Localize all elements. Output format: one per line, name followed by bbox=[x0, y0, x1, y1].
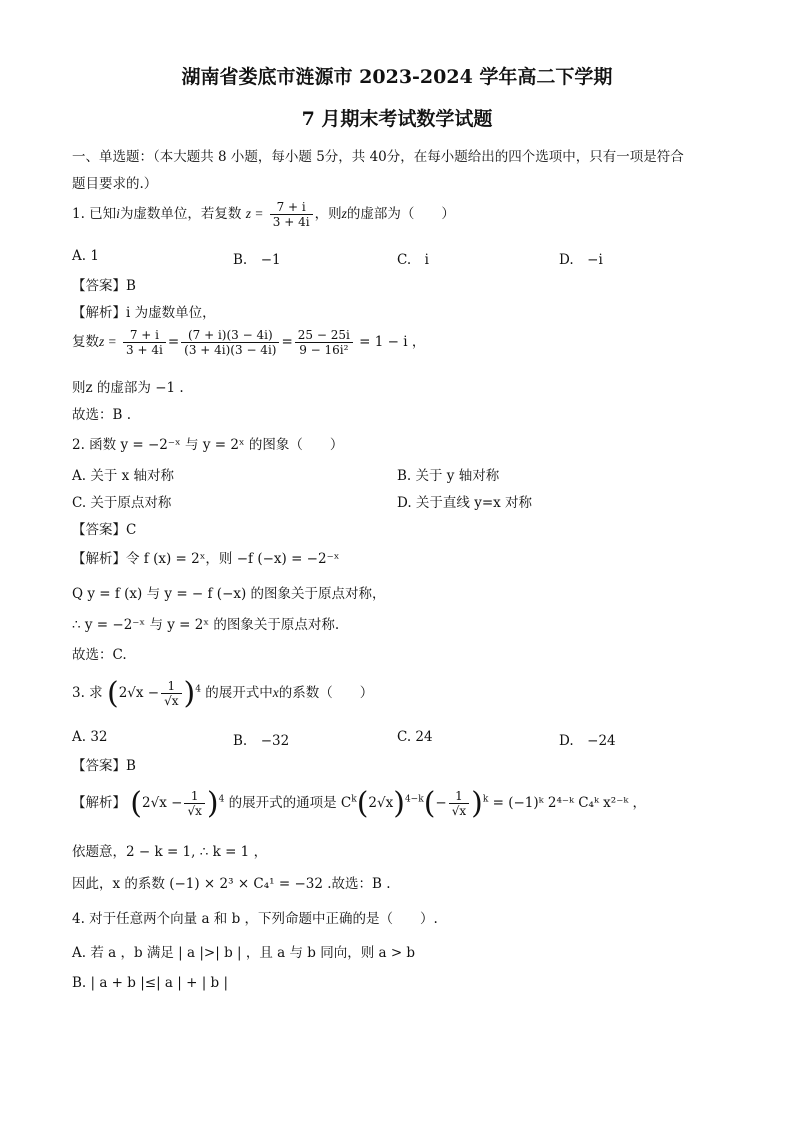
q3-stem-text-a: 3. 求 bbox=[72, 685, 103, 701]
q1-calc-frac-1-num: 7 + i bbox=[123, 328, 166, 343]
q3-analysis-paren-close: ) bbox=[206, 786, 219, 821]
q2-analysis: 【解析】令 f (x) = 2ˣ，则 −f (−x) = −2⁻ˣ bbox=[72, 551, 340, 567]
q2-option-d: D. 关于直线 y=x 对称 bbox=[397, 495, 533, 511]
q3-analysis-term2-open: ( bbox=[423, 786, 436, 821]
q3-analysis-frac-2: $\frac{1}{√x}$ bbox=[449, 789, 469, 818]
q1-calc-lhs: z = bbox=[99, 334, 117, 349]
q3-analysis: 【解析】 (2√x − $\frac{1}{√x}$ )$^4$ 的展开式的通项是 $C^k(2√x)^{4-k}(-$ $\frac{1}{√x}$ )$^k$ = (−1)ᵏ 2⁴⁻ᵏ C₄ᵏ x²⁻ᵏ ， bbox=[72, 786, 647, 821]
q1-calc-frac-2 bbox=[181, 328, 279, 357]
q4-option-b: B. | a + b |≤| a | + | b | bbox=[72, 975, 229, 991]
q3-analysis-term-close: ) bbox=[393, 786, 405, 821]
q3-analysis-term-open: ( bbox=[356, 786, 369, 821]
q1-calc-frac-3-num: 25 − 25i bbox=[295, 328, 353, 343]
q3-analysis-label: 【解析】 bbox=[72, 795, 126, 811]
q1-calc-frac-1 bbox=[123, 328, 166, 357]
q3-x: x bbox=[272, 685, 279, 700]
q1-i: i bbox=[116, 206, 120, 221]
q3-stem: 3. 求 (2√x − $\frac{1}{√x}$ )$^4$ 的展开式中x的系数（ ） bbox=[72, 676, 374, 711]
q2-stem: 2. 函数 y = −2⁻ˣ 与 y = 2ˣ 的图象（ ） bbox=[72, 437, 344, 453]
q1-calculation: 复数z = $\frac{7 + i}{3 + 4i}$ = $\frac{(7 + i)(3 - 4i)}{(3 + 4i)(3 - 4i)}$ = $\frac{25 - 25i}{\text{9 − 16i²}}$ = 1 − i ， bbox=[72, 328, 426, 357]
title-line-2: 7 月期末考试数学试题 bbox=[301, 108, 493, 130]
q3-analysis-binom: k bbox=[351, 794, 357, 805]
q3-option-a: A. 32 bbox=[72, 729, 108, 745]
title-line-1: 湖南省娄底市涟源市 2023-2024 学年高二下学期 bbox=[181, 66, 613, 88]
q3-option-c: C. 24 bbox=[397, 729, 433, 745]
q2-option-c: C. 关于原点对称 bbox=[72, 495, 172, 511]
q1-denominator: 3 + 4i bbox=[272, 215, 310, 229]
q1-calc-tail: = 1 − i ， bbox=[359, 334, 426, 350]
section-heading-line-1: 一、单选题：（本大题共 8 小题，每小题 5分，共 40分，在每小题给出的四个选项中，只有一项是符合 bbox=[72, 149, 684, 165]
q1-stem bbox=[72, 200, 455, 229]
q3-option-b: B. −32 bbox=[233, 733, 290, 749]
q2-option-a: A. 关于 x 轴对称 bbox=[72, 468, 175, 484]
q3-analysis-paren-open: ( bbox=[130, 786, 143, 821]
q2-choose: 故选：C. bbox=[72, 647, 127, 663]
q1-option-d: D. −i bbox=[559, 252, 603, 268]
section-heading-line-2: 题目要求的.） bbox=[72, 176, 158, 192]
q3-analysis-frac: $\frac{1}{√x}$ bbox=[184, 789, 204, 818]
q1-calc-frac-3-den: 9 − 16i² bbox=[299, 343, 349, 357]
q3-option-d: D. −24 bbox=[559, 733, 616, 749]
q1-numerator: 7 + i bbox=[270, 200, 313, 215]
q3-stem-text-c: 的系数（ ） bbox=[278, 685, 374, 701]
q1-option-a: A. 1 bbox=[72, 248, 99, 264]
q1-calc-frac-2-den: (3 + 4i)(3 − 4i) bbox=[184, 343, 277, 357]
q4-stem: 4. 对于任意两个向量 a 和 b ，下列命题中正确的是（ ）. bbox=[72, 911, 438, 927]
q3-analysis-text: 的展开式的通项是 bbox=[228, 795, 337, 811]
q3-stem-text-b: 的展开式中 bbox=[205, 685, 273, 701]
q1-calc-frac-3 bbox=[295, 328, 353, 357]
q3-paren-open: ( bbox=[106, 676, 119, 711]
q1-stem-text-d: 的虚部为（ ） bbox=[346, 206, 455, 222]
q1-fraction bbox=[270, 200, 313, 229]
q1-option-b: B. −1 bbox=[233, 252, 281, 268]
q1-choose: 故选：B . bbox=[72, 407, 132, 423]
q1-analysis: 【解析】i 为虚数单位， bbox=[72, 305, 216, 321]
q1-answer: 【答案】B bbox=[72, 278, 136, 294]
q3-analysis-term2-power: k bbox=[482, 794, 489, 805]
q3-analysis-result: = (−1)ᵏ 2⁴⁻ᵏ C₄ᵏ x²⁻ᵏ ， bbox=[492, 795, 647, 811]
q1-z: z bbox=[341, 206, 347, 221]
q3-conclusion: 因此，x 的系数 (−1) × 2³ × C₄¹ = −32 .故选：B . bbox=[72, 876, 391, 892]
q3-analysis-term-power: 4−k bbox=[404, 794, 424, 805]
q3-stem-frac: $\frac{1}{√x}$ bbox=[161, 679, 181, 708]
q1-stem-text-a: 1. 已知 bbox=[72, 206, 117, 222]
q1-conclusion: 则z 的虚部为 −1 . bbox=[72, 380, 184, 396]
q1-stem-text-c: ，则 bbox=[314, 206, 342, 222]
q3-condition: 依题意，2 − k = 1, ∴ k = 1 ， bbox=[72, 844, 268, 860]
q2-reason-line: Q y = f (x) 与 y = − f (−x) 的图象关于原点对称， bbox=[72, 586, 386, 602]
q2-answer: 【答案】C bbox=[72, 522, 137, 538]
q1-calc-frac-2-num: (7 + i)(3 − 4i) bbox=[181, 328, 279, 343]
q2-conclusion: ∴ y = −2⁻ˣ 与 y = 2ˣ 的图象关于原点对称. bbox=[72, 617, 340, 633]
q1-stem-text-b: 为虚数单位，若复数 bbox=[119, 206, 242, 222]
q1-lhs: z = bbox=[245, 206, 264, 221]
q3-power: 4 bbox=[195, 684, 201, 695]
q4-option-a: A. 若 a ，b 满足 | a |>| b | ，且 a 与 b 同向，则 a > b bbox=[72, 945, 416, 961]
q1-option-c: C. i bbox=[397, 252, 429, 268]
q1-calc-frac-1-den: 3 + 4i bbox=[126, 343, 163, 357]
q2-option-b: B. 关于 y 轴对称 bbox=[397, 468, 500, 484]
q3-answer: 【答案】B bbox=[72, 758, 136, 774]
q3-paren-close: ) bbox=[183, 676, 196, 711]
q3-analysis-power: 4 bbox=[218, 794, 225, 805]
q3-analysis-term2-close: ) bbox=[471, 786, 483, 821]
q1-calc-prefix: 复数 bbox=[72, 334, 99, 350]
